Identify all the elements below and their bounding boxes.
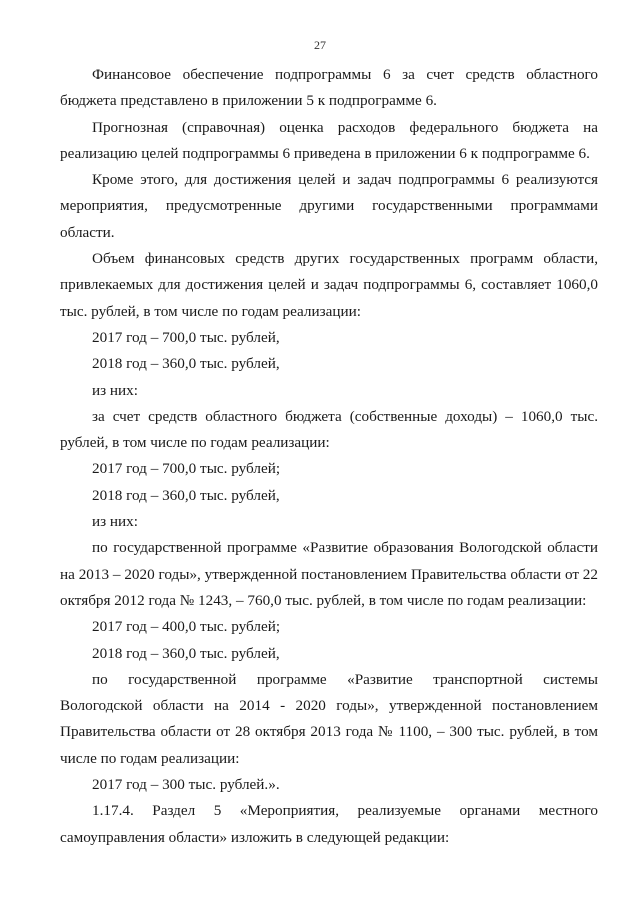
paragraph-section-5: 1.17.4. Раздел 5 «Мероприятия, реализуемые органами местного самоуправления области» изложить в следующей редакции: — [60, 802, 598, 846]
year-line-2017: 2017 год – 300 тыс. рублей.». — [92, 776, 280, 794]
year-line-2018: 2018 год – 360,0 тыс. рублей, — [92, 355, 280, 373]
paragraph-transport-program: по государственной программе «Развитие транспортной системы Вологодской области на 2014 - 2020 годы», утвержденной постановлением Правительства области от 28 октября 2013 года № 1100, – 300 тыс. рублей, в том числе по годам реализации: — [60, 670, 598, 767]
page-number: 27 — [314, 38, 326, 52]
paragraph-federal-estimate: Прогнозная (справочная) оценка расходов федерального бюджета на реализацию целей подпрограммы 6 приведена в приложении 6 к подпрограмме 6. — [60, 118, 598, 162]
paragraph-education-program: по государственной программе «Развитие образования Вологодской области на 2013 – 2020 годы», утвержденной постановлением Правительства области от 22 октября 2012 года № 1243, – 760,0 тыс. рублей, в том числе по годам реализации: — [60, 539, 598, 609]
year-line-2018: 2018 год – 360,0 тыс. рублей, — [92, 486, 280, 504]
document-body — [60, 62, 598, 851]
of-them-line: из них: — [92, 381, 138, 399]
year-line-2017: 2017 год – 700,0 тыс. рублей, — [92, 328, 280, 346]
paragraph-funding-source: Финансовое обеспечение подпрограммы 6 за счет средств областного бюджета представлено в приложении 5 к подпрограмме 6. — [60, 66, 598, 110]
of-them-line: из них: — [92, 513, 138, 531]
year-line-2017: 2017 год – 700,0 тыс. рублей; — [92, 460, 281, 478]
paragraph-regional-budget: за счет средств областного бюджета (собственные доходы) – 1060,0 тыс. рублей, в том числе по годам реализации: — [60, 407, 598, 452]
year-line-2018: 2018 год – 360,0 тыс. рублей, — [92, 644, 280, 662]
paragraph-other-programs: Кроме этого, для достижения целей и задач подпрограммы 6 реализуются мероприятия, предусмотренные другими государственными программами области. — [60, 171, 598, 241]
paragraph-funding-volume: Объем финансовых средств других государственных программ области, привлекаемых для достижения целей и задач подпрограммы 6, составляет 1060,0 тыс. рублей, в том числе по годам реализации: — [60, 250, 598, 320]
year-line-2017: 2017 год – 400,0 тыс. рублей; — [92, 618, 281, 636]
